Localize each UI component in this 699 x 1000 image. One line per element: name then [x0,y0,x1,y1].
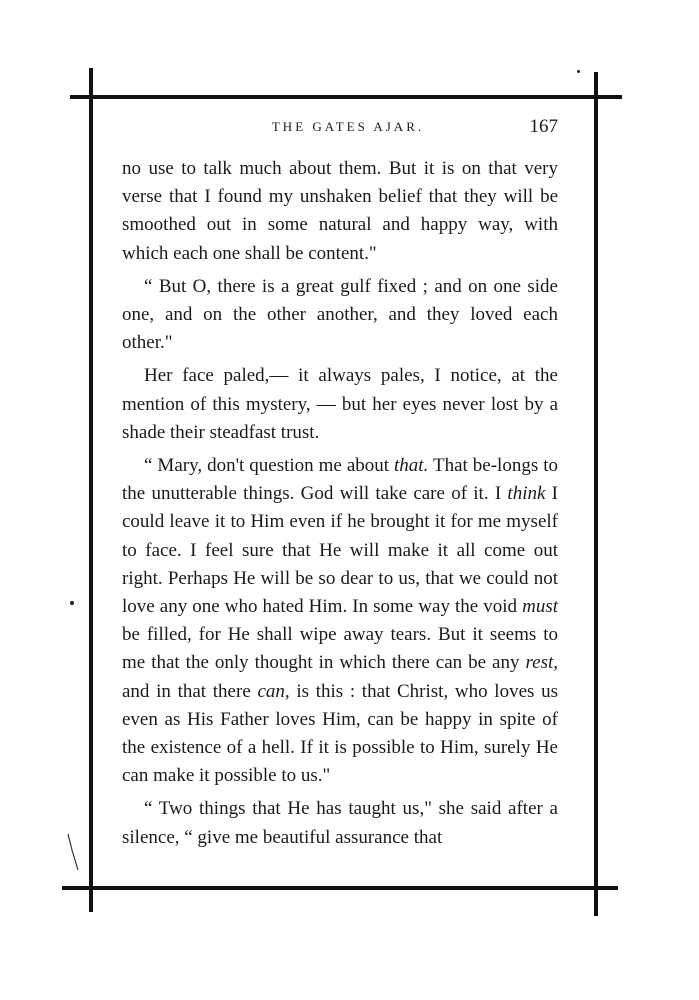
body-text [122,155,558,852]
text-run: no use to talk much about them. But it is on that very verse that I found my unshaken belief that they will be smoothed out in some natural and happy way, with which each one shall be content." [122,158,558,264]
text-run: Her face paled,— it always pales, I notice, at the mention of this mystery, — but her eyes never lost by a shade their steadfast trust. [122,365,558,443]
bottom-border-rule [62,886,618,890]
running-head [122,116,558,140]
ink-speck [577,70,580,73]
italic-run: that. [394,455,429,477]
page-number: 167 [529,116,558,137]
paragraph [122,795,558,851]
text-run: is this : that Christ, who loves us even as His Father loves Him, can be happy in spite of the existence of a hell. If it is possible to Him, surely He can make it possible to us." [122,680,558,787]
italic-run: must [522,596,558,618]
text-run: be filled, for He shall wipe away tears. But it seems to me that the only thought in which there can be any [122,624,558,674]
ink-speck [70,601,74,605]
text-run: That be-longs to the unutterable things. God will take care of it. I [122,455,558,505]
stray-pencil-mark [66,832,80,872]
italic-run: rest, [525,652,558,674]
top-border-rule [70,95,622,99]
text-run: I could leave it to Him even if he brought it for me myself to face. I feel sure that He will make it all come out right. Perhaps He will be so dear to us, that we could not love any one who hated Him. In some way the void [122,483,559,618]
paragraph [122,273,558,358]
text-run: “ But O, there is a great gulf fixed ; and on one side one, and on the other another, and they loved each other." [122,275,558,354]
text-run: “ Mary, don't question me about [144,455,395,477]
paragraph [122,452,558,790]
text-run: “ Two things that He has taught us," she said after a silence, “ give me beautiful assurance that [122,798,558,848]
italic-run: think [507,483,546,505]
italic-run: can, [257,680,290,702]
right-border-rule [594,72,598,916]
text-run: and in that there [122,680,258,702]
header-title: THE GATES AJAR. [271,119,425,134]
paragraph [122,155,558,268]
left-border-rule [89,68,93,912]
paragraph [122,362,558,447]
